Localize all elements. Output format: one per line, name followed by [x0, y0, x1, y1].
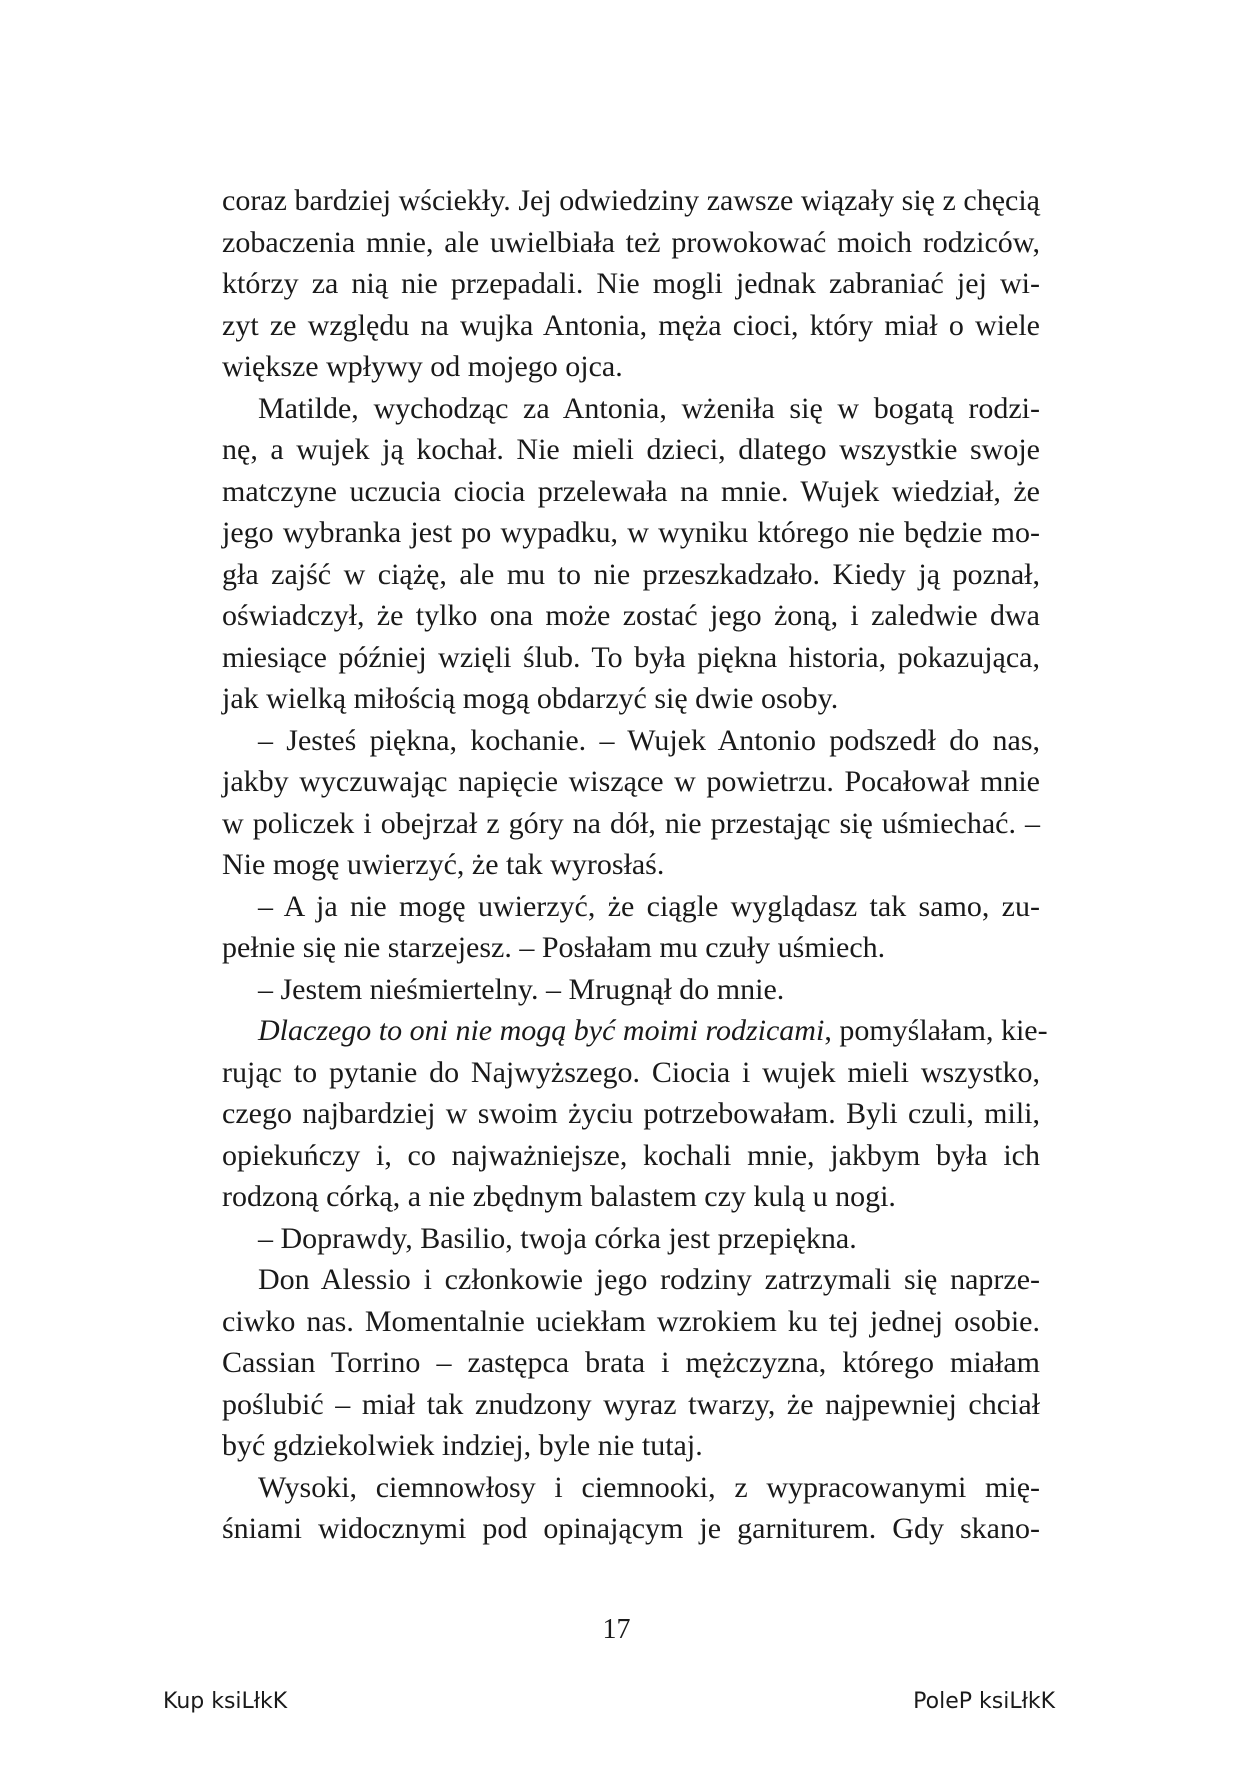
text-line: większe wpływy od mojego ojca.	[222, 350, 623, 383]
text-line: – Doprawdy, Basilio, twoja córka jest przepiękna.	[258, 1221, 857, 1255]
text-line: czego najbardziej w swoim życiu potrzebowałam. Byli czuli, mili,	[222, 1097, 1040, 1130]
text-line: jakby wyczuwając napięcie wiszące w powietrzu. Pocałował mnie	[222, 765, 1040, 798]
text-line: rodzoną córką, a nie zbędnym balastem czy kulą u nogi.	[222, 1180, 896, 1213]
text-line-content: , pomyślałam, kie-	[824, 1014, 1048, 1047]
text-line: gła zajść w ciążę, ale mu to nie przeszkadzało. Kiedy ją poznał,	[222, 557, 1040, 591]
text-line: Wysoki, ciemnowłosy i ciemnooki, z wypracowanymi mię-	[258, 1470, 1040, 1504]
text-line: opiekuńczy i, co najważniejsze, kochali mnie, jakbym była ich	[222, 1138, 1040, 1172]
text-line: śniami widocznymi pod opinającym je garniturem. Gdy skano-	[222, 1512, 1040, 1545]
text-line: jak wielką miłością mogą obdarzyć się dwie osoby.	[222, 682, 839, 715]
text-line: – Jestem nieśmiertelny. – Mrugnął do mnie.	[258, 972, 785, 1006]
text-line: rując to pytanie do Najwyższego. Ciocia i wujek mieli wszystko,	[222, 1055, 1040, 1089]
text-line: poślubić – miał tak znudzony wyraz twarzy, że najpewniej chciał	[222, 1387, 1040, 1421]
text-line: którzy za nią nie przepadali. Nie mogli jednak zabraniać jej wi-	[222, 267, 1040, 300]
text-line: Cassian Torrino – zastępca brata i mężczyzna, którego miałam	[222, 1346, 1040, 1379]
text-line: w policzek i obejrzał z góry na dół, nie przestając się uśmiechać. –	[222, 806, 1040, 840]
text-line: Don Alessio i członkowie jego rodziny zatrzymali się naprze-	[258, 1263, 1040, 1296]
text-line: coraz bardziej wściekły. Jej odwiedziny zawsze wiązały się z chęcią	[222, 184, 1040, 217]
body-text	[222, 180, 1048, 1550]
text-line: zobaczenia mnie, ale uwielbiała też prowokować moich rodziców,	[222, 225, 1040, 259]
text-line: matczyne uczucia ciocia przelewała na mnie. Wujek wiedział, że	[222, 474, 1040, 508]
text-line: Nie mogę uwierzyć, że tak wyrosłaś.	[222, 848, 665, 881]
italic-phrase: Dlaczego to oni nie mogą być moimi rodzicami	[258, 1014, 825, 1047]
text-line: ciwko nas. Momentalnie uciekłam wzrokiem ku tej jednej osobie.	[222, 1304, 1040, 1338]
text-line: oświadczył, że tylko ona może zostać jego żoną, i zaledwie dwa	[222, 599, 1040, 632]
buy-book-link[interactable]: Kup ksiLłkK	[163, 1689, 288, 1714]
text-line: – Jesteś piękna, kochanie. – Wujek Antonio podszedł do nas,	[258, 723, 1040, 757]
text-line: zyt ze względu na wujka Antonia, męża cioci, który miał o wiele	[222, 308, 1040, 342]
text-line: jego wybranka jest po wypadku, w wyniku którego nie będzie mo-	[222, 516, 1040, 549]
page-number: 17	[602, 1614, 631, 1645]
text-line: nę, a wujek ją kochał. Nie mieli dzieci, dlatego wszystkie swoje	[222, 433, 1040, 466]
recommend-book-link[interactable]: PoleP ksiLłkK	[913, 1689, 1055, 1714]
text-line: być gdziekolwiek indziej, byle nie tutaj.	[222, 1429, 703, 1462]
text-line: – A ja nie mogę uwierzyć, że ciągle wyglądasz tak samo, zu-	[258, 889, 1040, 923]
text-line: pełnie się nie starzejesz. – Posłałam mu czuły uśmiech.	[222, 931, 886, 964]
text-line	[222, 1010, 1048, 1052]
text-line: Matilde, wychodząc za Antonia, wżeniła się w bogatą rodzi-	[258, 391, 1040, 425]
text-line: miesiące później wzięli ślub. To była piękna historia, pokazująca,	[222, 640, 1040, 674]
